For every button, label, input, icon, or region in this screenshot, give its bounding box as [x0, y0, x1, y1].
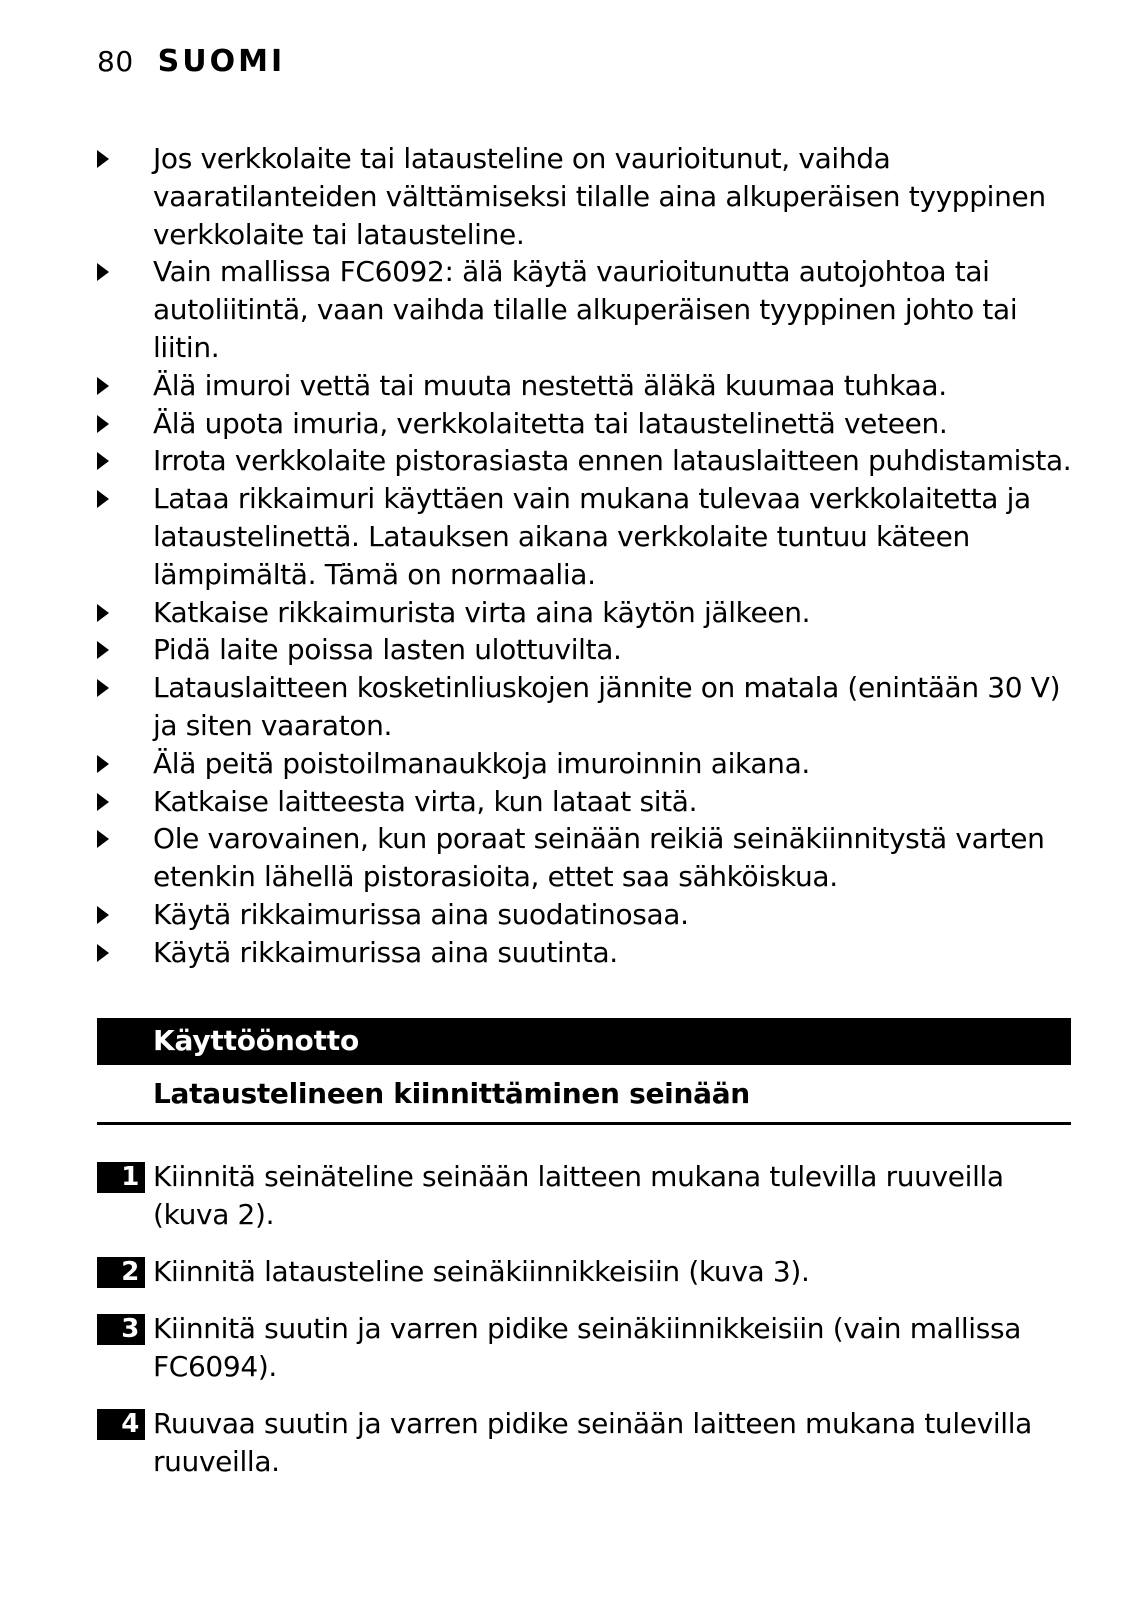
list-item-text: Käytä rikkaimurissa aina suutinta. — [153, 935, 618, 969]
bullet-icon — [97, 263, 109, 281]
bullet-icon — [97, 679, 109, 697]
step-number-badge: 1 — [97, 1162, 145, 1193]
step-text: Kiinnitä latausteline seinäkiinnikkeisiin (kuva 3). — [153, 1255, 810, 1288]
list-item-text: Jos verkkolaite tai latausteline on vaurioitunut, vaihda vaaratilanteiden välttämiseksi tilalle aina alkuperäisen tyyppinen verkkolaite tai latausteline. — [153, 142, 1046, 251]
bullet-icon — [97, 377, 109, 395]
bullet-icon — [97, 793, 109, 811]
step-item — [97, 1158, 1072, 1234]
list-item — [97, 820, 1072, 896]
list-item — [97, 442, 1072, 480]
section-name: SUOMI — [157, 44, 286, 79]
subsection-heading: Lataustelineen kiinnittäminen seinään — [153, 1077, 750, 1110]
step-number-badge: 3 — [97, 1314, 145, 1345]
section-title: Käyttöönotto — [153, 1024, 360, 1057]
list-item-text: Pidä laite poissa lasten ulottuvilta. — [153, 633, 622, 667]
bullet-icon — [97, 641, 109, 659]
page-header — [97, 44, 285, 84]
list-item-text: Ole varovainen, kun poraat seinään reikiä seinäkiinnitystä varten etenkin lähellä pistorasioita, ettet saa sähköiskua. — [153, 822, 1045, 894]
bullet-icon — [97, 604, 109, 622]
list-item-text: Vain mallissa FC6092: älä käytä vaurioitunutta autojohtoa tai autoliitintä, vaan vaihda tilalle alkuperäisen tyyppinen johto tai liitin. — [153, 255, 1018, 364]
list-item — [97, 669, 1072, 745]
bullet-icon — [97, 830, 109, 848]
step-item — [97, 1253, 1072, 1291]
list-item — [97, 405, 1072, 443]
list-item-text: Käytä rikkaimurissa aina suodatinosaa. — [153, 897, 689, 931]
list-item — [97, 253, 1072, 366]
list-item-text: Lataa rikkaimuri käyttäen vain mukana tulevaa verkkolaitetta ja lataustelinettä. Latauksen aikana verkkolaite tuntuu käteen lämpimältä. Tämä on normaalia. — [153, 482, 1031, 591]
bullet-icon — [97, 490, 109, 508]
section-heading-bar — [97, 1018, 1071, 1065]
step-text: Kiinnitä seinäteline seinään laitteen mukana tulevilla ruuveilla (kuva 2). — [153, 1160, 1004, 1231]
list-item-text: Älä imuroi vettä tai muuta nestettä äläkä kuumaa tuhkaa. — [153, 368, 947, 402]
list-item — [97, 594, 1072, 632]
step-text: Ruuvaa suutin ja varren pidike seinään laitteen mukana tulevilla ruuveilla. — [153, 1407, 1032, 1478]
step-number-badge: 2 — [97, 1257, 145, 1288]
list-item-text: Älä upota imuria, verkkolaitetta tai lataustelinettä veteen. — [153, 406, 948, 440]
list-item — [97, 745, 1072, 783]
bullet-icon — [97, 150, 109, 168]
list-item — [97, 896, 1072, 934]
list-item-text: Irrota verkkolaite pistorasiasta ennen latauslaitteen puhdistamista. — [153, 444, 1072, 478]
step-number-badge: 4 — [97, 1409, 145, 1440]
step-list — [97, 1158, 1072, 1500]
list-item-text: Katkaise rikkaimurista virta aina käytön jälkeen. — [153, 595, 811, 629]
bullet-icon — [97, 755, 109, 773]
step-text: Kiinnitä suutin ja varren pidike seinäkiinnikkeisiin (vain mallissa FC6094). — [153, 1312, 1022, 1383]
safety-bullet-list — [97, 140, 1072, 972]
step-item — [97, 1310, 1072, 1386]
list-item-text: Katkaise laitteesta virta, kun lataat sitä. — [153, 784, 698, 818]
subsection-divider — [97, 1122, 1071, 1125]
list-item — [97, 480, 1072, 593]
list-item-text: Älä peitä poistoilmanaukkoja imuroinnin aikana. — [153, 746, 810, 780]
bullet-icon — [97, 944, 109, 962]
step-item — [97, 1405, 1072, 1481]
list-item — [97, 367, 1072, 405]
list-item — [97, 631, 1072, 669]
list-item — [97, 783, 1072, 821]
bullet-icon — [97, 415, 109, 433]
bullet-icon — [97, 452, 109, 470]
list-item — [97, 934, 1072, 972]
bullet-icon — [97, 906, 109, 924]
page-number: 80 — [97, 45, 134, 78]
list-item-text: Latauslaitteen kosketinliuskojen jännite on matala (enintään 30 V) ja siten vaaraton. — [153, 671, 1061, 742]
list-item — [97, 140, 1072, 253]
